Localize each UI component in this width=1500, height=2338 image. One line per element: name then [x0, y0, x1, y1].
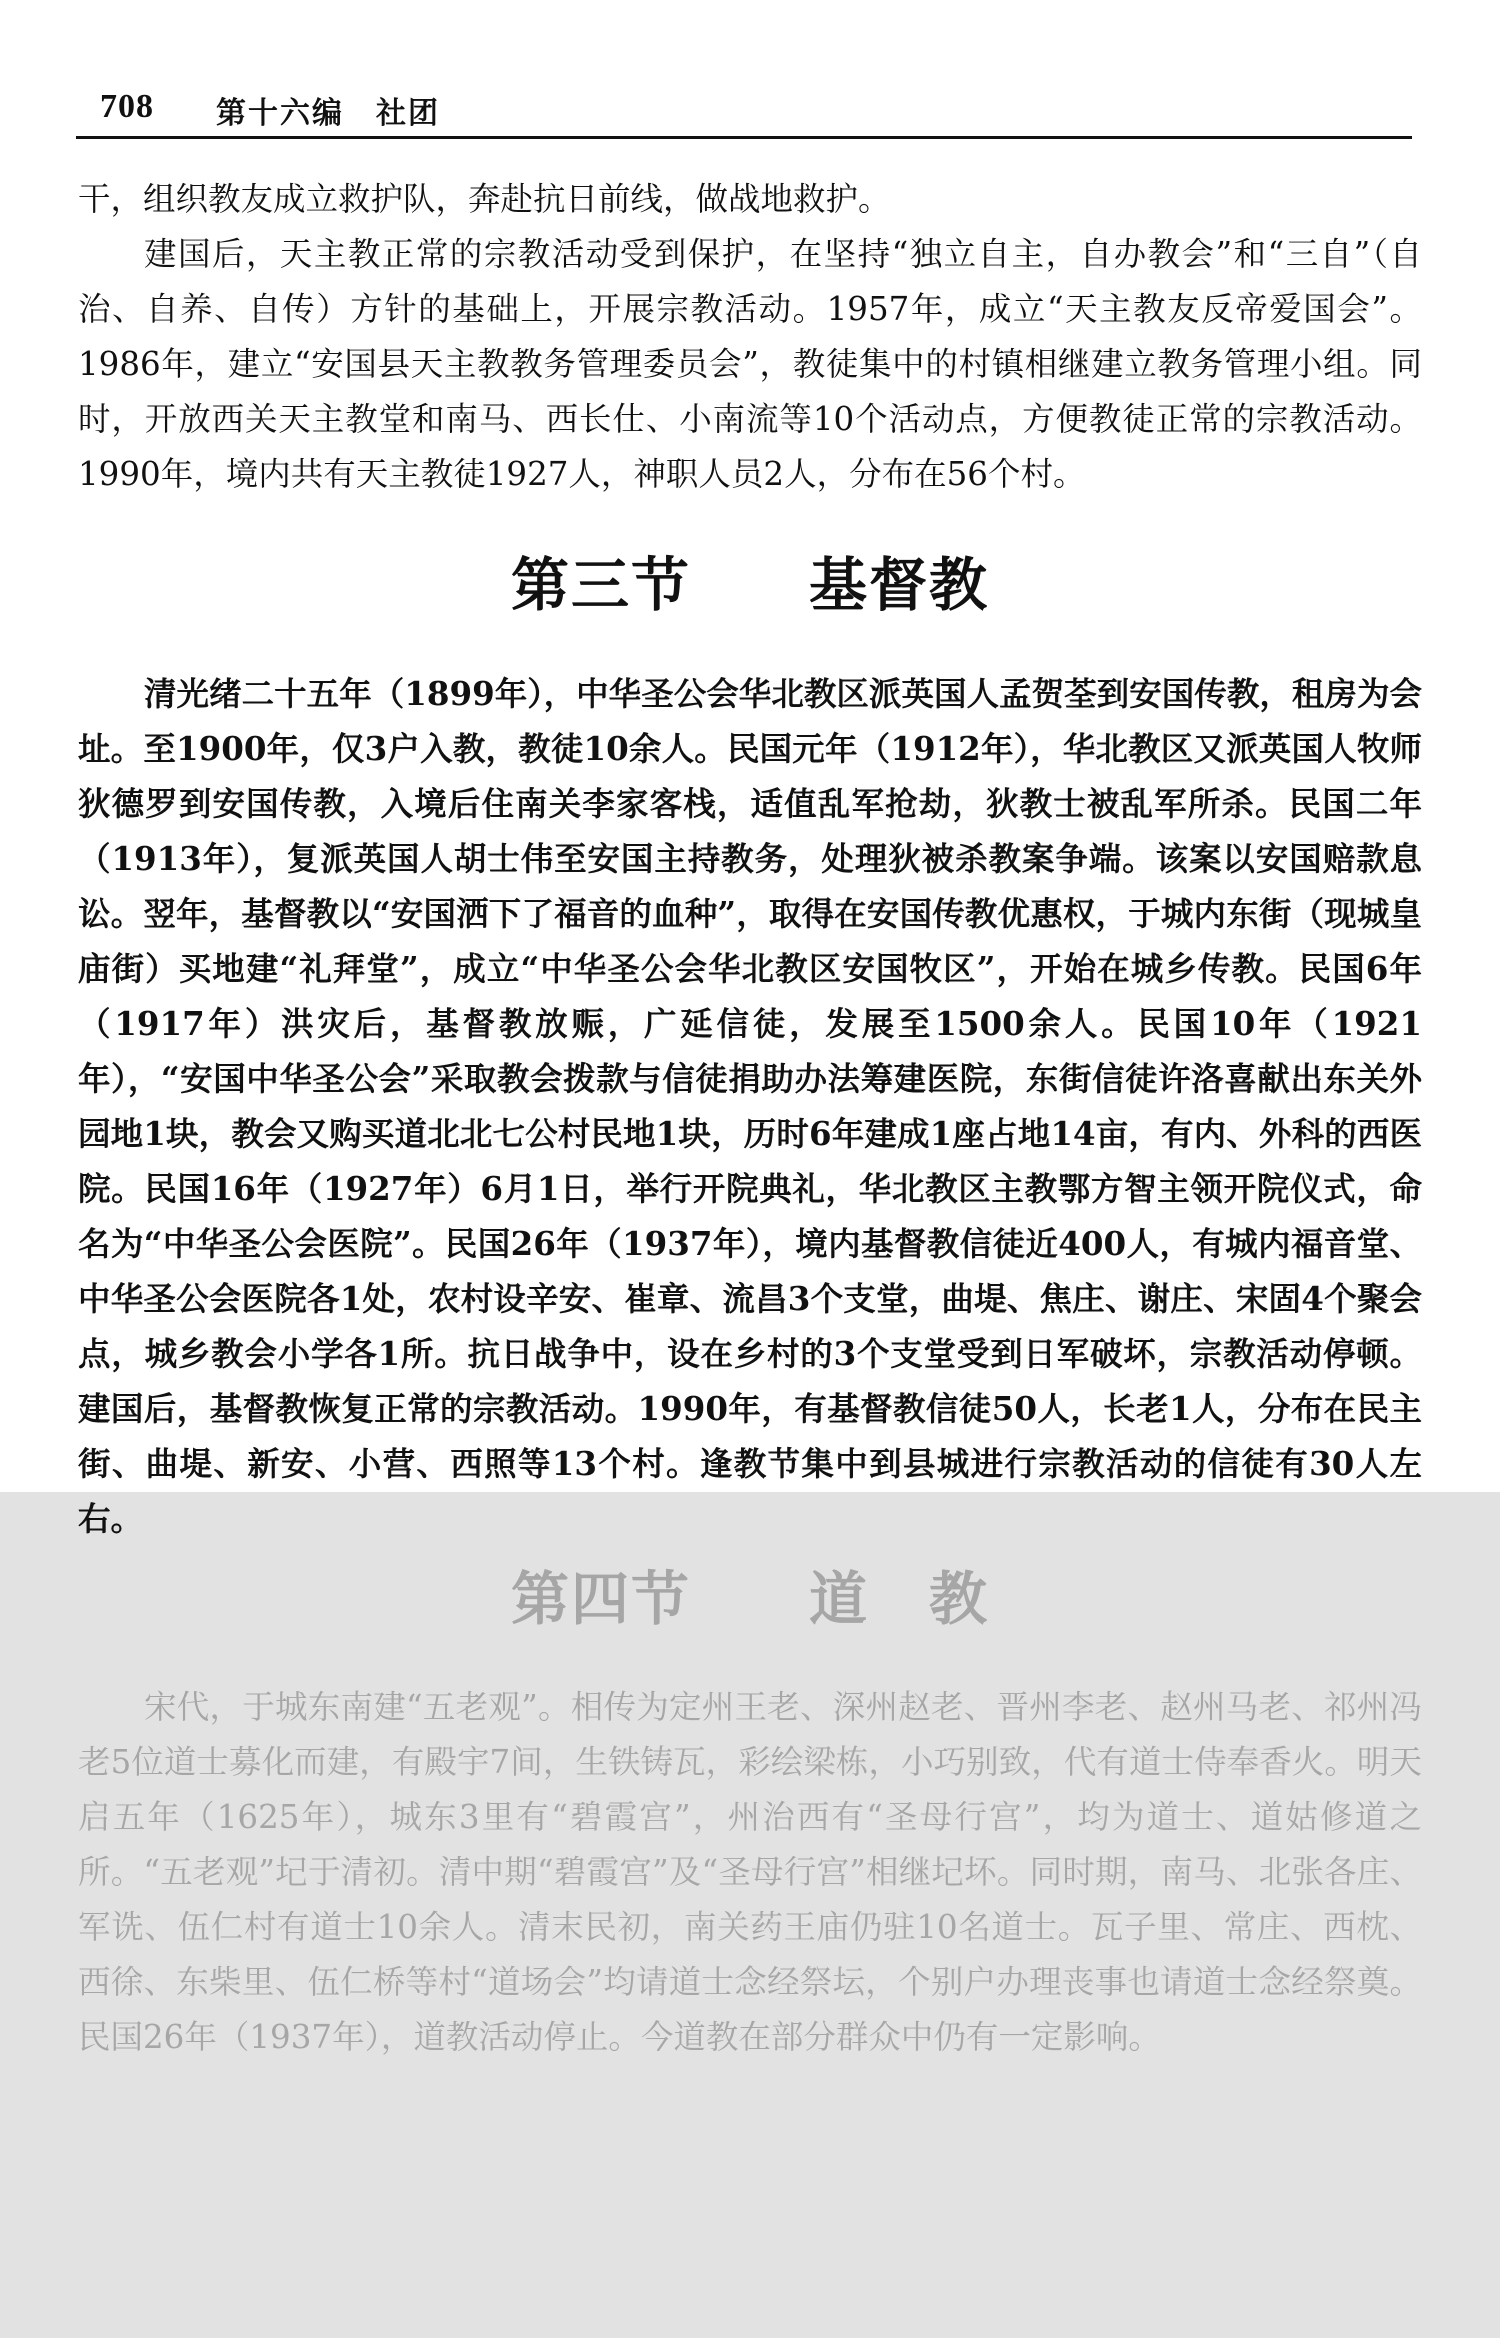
running-header [76, 84, 1412, 139]
catholic-paragraph: 建国后，天主教正常的宗教活动受到保护，在坚持“独立自主，自办教会”和“三自”（自治、自养、自传）方针的基础上，开展宗教活动。1957年，成立“天主教友反帝爱国会”。1986年，建立“安国县天主教教务管理委员会”，教徒集中的村镇相继建立教务管理小组。同时，开放西关天主教堂和南马、西长仕、小南流等10个活动点，方便教徒正常的宗教活动。1990年，境内共有天主教徒1927人，神职人员2人，分布在56个村。 [78, 235, 1422, 493]
section4-heading [0, 1552, 1500, 1636]
section3-title: 基督教 [809, 551, 990, 619]
running-title: 第十六编 社团 [216, 96, 440, 131]
taoism-paragraph: 宋代，于城东南建“五老观”。相传为定州王老、深州赵老、晋州李老、赵州马老、祁州冯老5位道士募化而建，有殿宇7间，生铁铸瓦，彩绘梁栋，小巧别致，代有道士侍奉香火。明天启五年（1625年），城东3里有“碧霞宫”，州治西有“圣母行宫”，均为道士、道姑修道之所。“五老观”圮于清初。清中期“碧霞宫”及“圣母行宫”相继圮坏。同时期，南马、北张各庄、军诜、伍仁村有道士10余人。清末民初，南关药王庙仍驻10名道士。瓦子里、常庄、西枕、西徐、东柴里、伍仁桥等村“道场会”均请道士念经祭坛，个别户办理丧事也请道士念经祭奠。民国26年（1937年），道教活动停止。今道教在部分群众中仍有一定影响。 [78, 1688, 1422, 2056]
carryover-paragraph: 干，组织教友成立救护队，奔赴抗日前线，做战地救护。 [78, 180, 891, 218]
page-number: 708 [100, 88, 154, 125]
section4-number: 第四节 [510, 1565, 691, 1633]
protestant-paragraph: 清光绪二十五年（1899年），中华圣公会华北教区派英国人孟贺荃到安国传教，租房为会址。至1900年，仅3户入教，教徒10余人。民国元年（1912年），华北教区又派英国人牧师狄德罗到安国传教，入境后住南关李家客栈，适值乱军抢劫，狄教士被乱军所杀。民国二年（1913年），复派英国人胡士伟至安国主持教务，处理狄被杀教案争端。该案以安国赔款息讼。翌年，基督教以“安国洒下了福音的血种”，取得在安国传教优惠权，于城内东街（现城皇庙街）买地建“礼拜堂”，成立“中华圣公会华北教区安国牧区”，开始在城乡传教。民国6年（1917年）洪灾后，基督教放赈，广延信徒，发展至1500余人。民国10年（1921年），“安国中华圣公会”采取教会拨款与信徒捐助办法筹建医院，东街信徒许洛喜献出东关外园地1块，教会又购买道北北七公村民地1块，历时6年建成1座占地14亩，有内、外科的西医院。民国16年（1927年）6月1日，举行开院典礼，华北教区主教鄂方智主领开院仪式，命名为“中华圣公会医院”。民国26年（1937年），境内基督教信徒近400人，有城内福音堂、中华圣公会医院各1处，农村设辛安、崔章、流昌3个支堂，曲堤、焦庄、谢庄、宋固4个聚会点，城乡教会小学各1所。抗日战争中，设在乡村的3个支堂受到日军破坏，宗教活动停顿。建国后，基督教恢复正常的宗教活动。1990年，有基督教信徒50人，长老1人，分布在民主街、曲堤、新安、小营、西照等13个村。逢教节集中到县城进行宗教活动的信徒有30人左右。 [78, 674, 1422, 1538]
section3-heading [0, 538, 1500, 622]
section4-title: 道 教 [809, 1565, 990, 1633]
section3-number: 第三节 [510, 551, 691, 619]
